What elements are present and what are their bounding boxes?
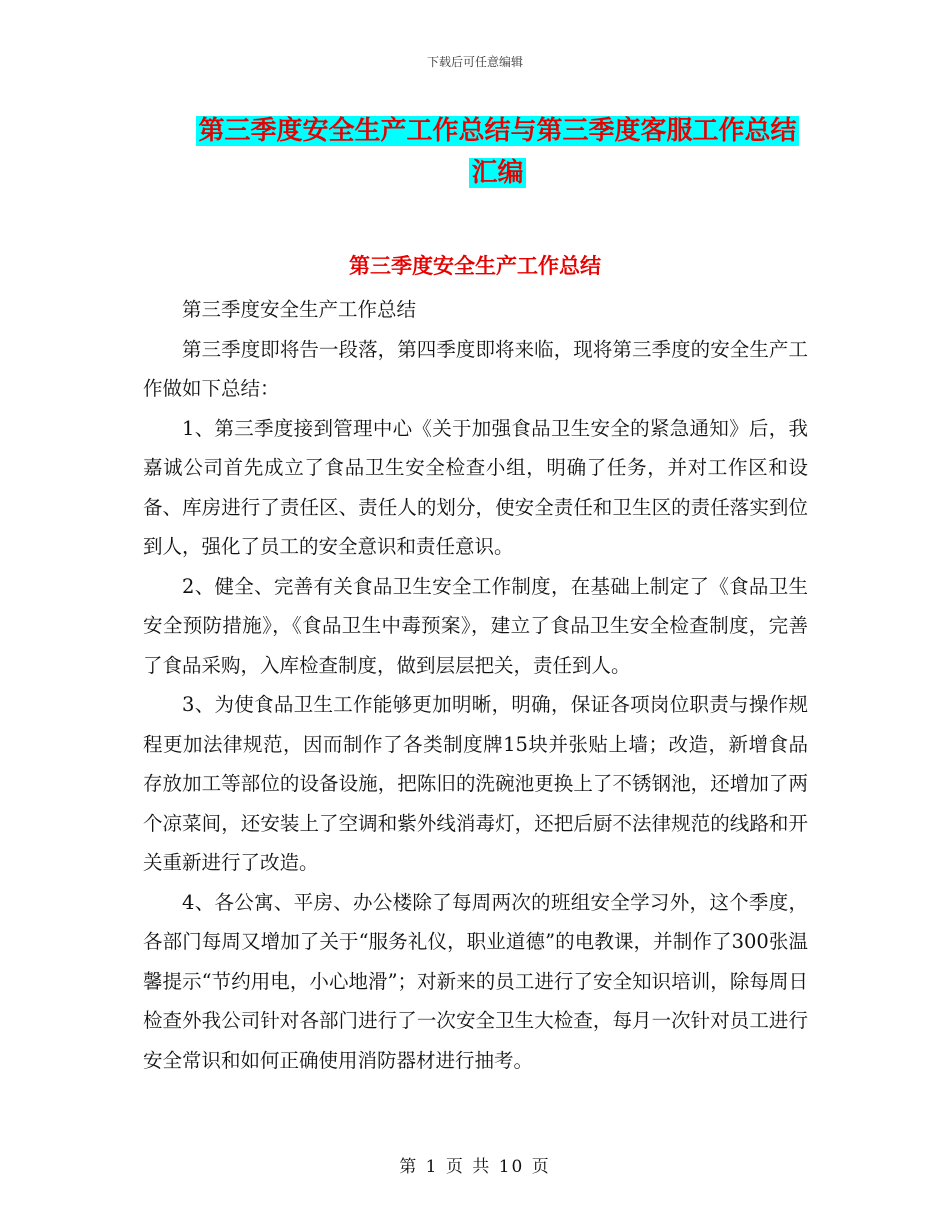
paragraph: 1、第三季度接到管理中心《关于加强食品卫生安全的紧急通知》后，我嘉诚公司首先成立了食品卫生安全检查小组，明确了任务，并对工作区和设备、库房进行了责任区、责任人的划分，使安全责任和卫生区的责任落实到位到人，强化了员工的安全意识和责任意识。 <box>143 416 808 558</box>
section-title: 第三季度安全生产工作总结 <box>349 254 601 278</box>
document-title <box>190 110 805 194</box>
paragraph: 4、各公寓、平房、办公楼除了每周两次的班组安全学习外，这个季度，各部门每周又增加了关于“服务礼仪，职业道德”的电教课，并制作了300张温馨提示“节约用电，小心地滑”；对新来的员工进行了安全知识培训，除每周日检查外我公司针对各部门进行了一次安全卫生大检查，每月一次针对员工进行安全常识和如何正确使用消防器材进行抽考。 <box>143 890 808 1072</box>
header-note: 下载后可任意编辑 <box>426 55 523 69</box>
title-line-1: 第三季度安全生产工作总结与第三季度客服工作总结 <box>198 116 797 146</box>
page-footer: 第 1 页 共 10 页 <box>399 1157 551 1177</box>
body-text <box>143 290 808 1080</box>
paragraph: 第三季度安全生产工作总结 <box>182 298 417 321</box>
title-line-2: 汇编 <box>471 158 524 188</box>
paragraph: 2、健全、完善有关食品卫生安全工作制度，在基础上制定了《食品卫生安全预防措施》，《食品卫生中毒预案》，建立了食品卫生安全检查制度，完善了食品采购，入库检查制度，做到层层把关，责任到人。 <box>143 574 808 677</box>
paragraph: 第三季度即将告一段落，第四季度即将来临，现将第三季度的安全生产工作做如下总结： <box>143 337 808 400</box>
paragraph: 3、为使食品卫生工作能够更加明晰，明确，保证各项岗位职责与操作规程更加法律规范，因而制作了各类制度牌15块并张贴上墙；改造，新增食品存放加工等部位的设备设施，把陈旧的洗碗池更换上了不锈钢池，还增加了两个凉菜间，还安装上了空调和紫外线消毒灯，还把后厨不法律规范的线路和开关重新进行了改造。 <box>143 693 808 874</box>
